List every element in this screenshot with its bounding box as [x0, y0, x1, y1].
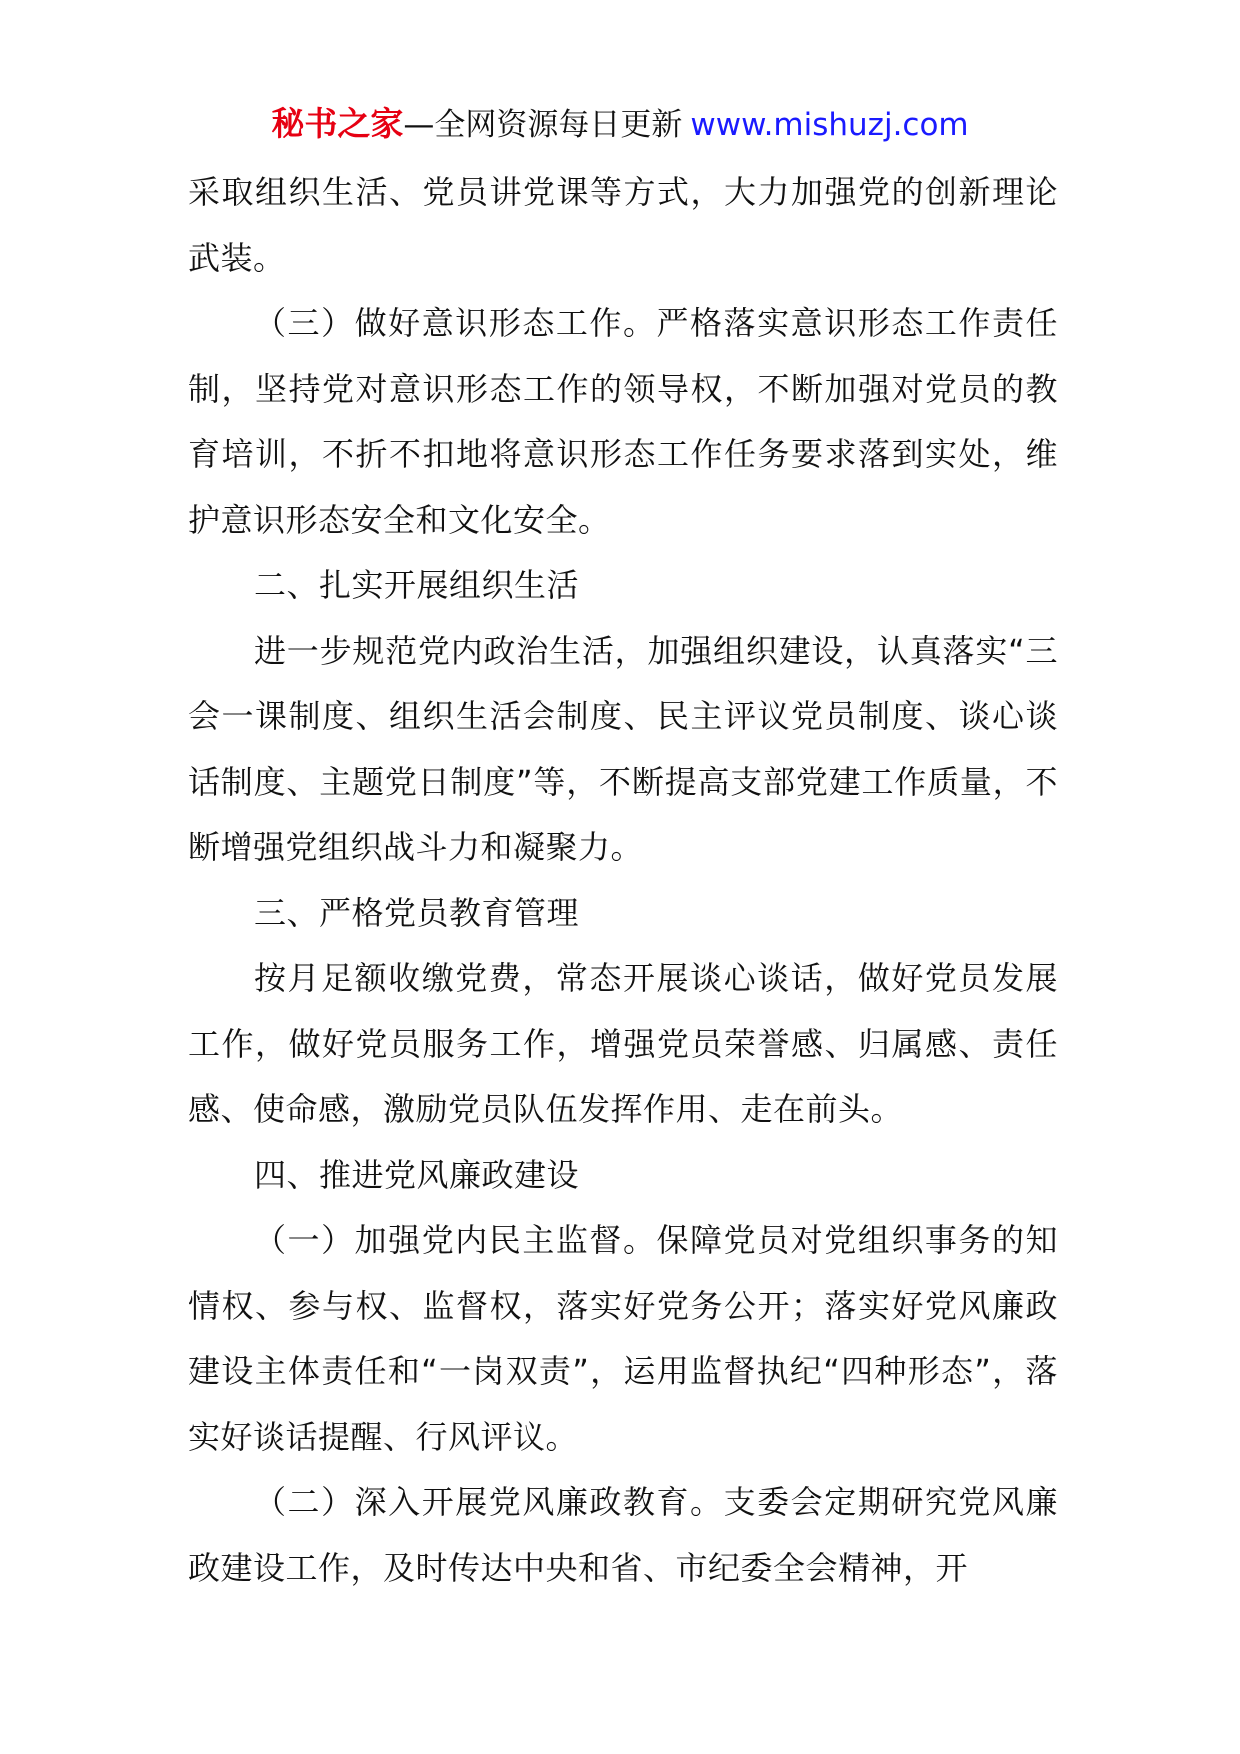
paragraph-organization-life: 进一步规范党内政治生活，加强组织建设，认真落实“三会一课制度、组织生活会制度、民主评议党员制度、谈心谈话制度、主题党日制度”等，不断提高支部党建工作质量，不断增强党组织战斗力和凝聚力。 [188, 631, 1058, 866]
paragraph-integrity-education: （二）深入开展党风廉政教育。支委会定期研究党风廉政建设工作，及时传达中央和省、市纪委全会精神，开 [188, 1483, 1058, 1587]
paragraph-ideology-work: （三）做好意识形态工作。严格落实意识形态工作责任制，坚持党对意识形态工作的领导权，不断加强对党员的教育培训，不折不扣地将意识形态工作任务要求落到实处，维护意识形态安全和文化安全。 [188, 304, 1058, 539]
section-heading-organization-life: 二、扎实开展组织生活 [254, 566, 580, 604]
section-heading-member-education: 三、严格党员教育管理 [254, 893, 580, 932]
paragraph-democratic-supervision: （一）加强党内民主监督。保障党员对党组织事务的知情权、参与权、监督权，落实好党务公开；落实好党风廉政建设主体责任和“一岗双责”，运用监督执纪“四种形态”，落实好谈话提醒、行风评议。 [188, 1221, 1058, 1456]
brand-name: 秘书之家 [271, 104, 404, 143]
document-body [188, 160, 1058, 1601]
paragraph-continuation: 采取组织生活、党员讲党课等方式，大力加强党的创新理论武装。 [188, 173, 1058, 277]
site-url-link[interactable]: www.mishuzj.com [690, 107, 969, 143]
paragraph-member-education: 按月足额收缴党费，常态开展谈心谈话，做好党员发展工作，做好党员服务工作，增强党员荣誉感、归属感、责任感、使命感，激励党员队伍发挥作用、走在前头。 [188, 959, 1058, 1128]
site-header [0, 100, 1240, 149]
slogan: —全网资源每日更新 [403, 107, 683, 143]
section-heading-integrity-building: 四、推进党风廉政建设 [254, 1155, 580, 1194]
